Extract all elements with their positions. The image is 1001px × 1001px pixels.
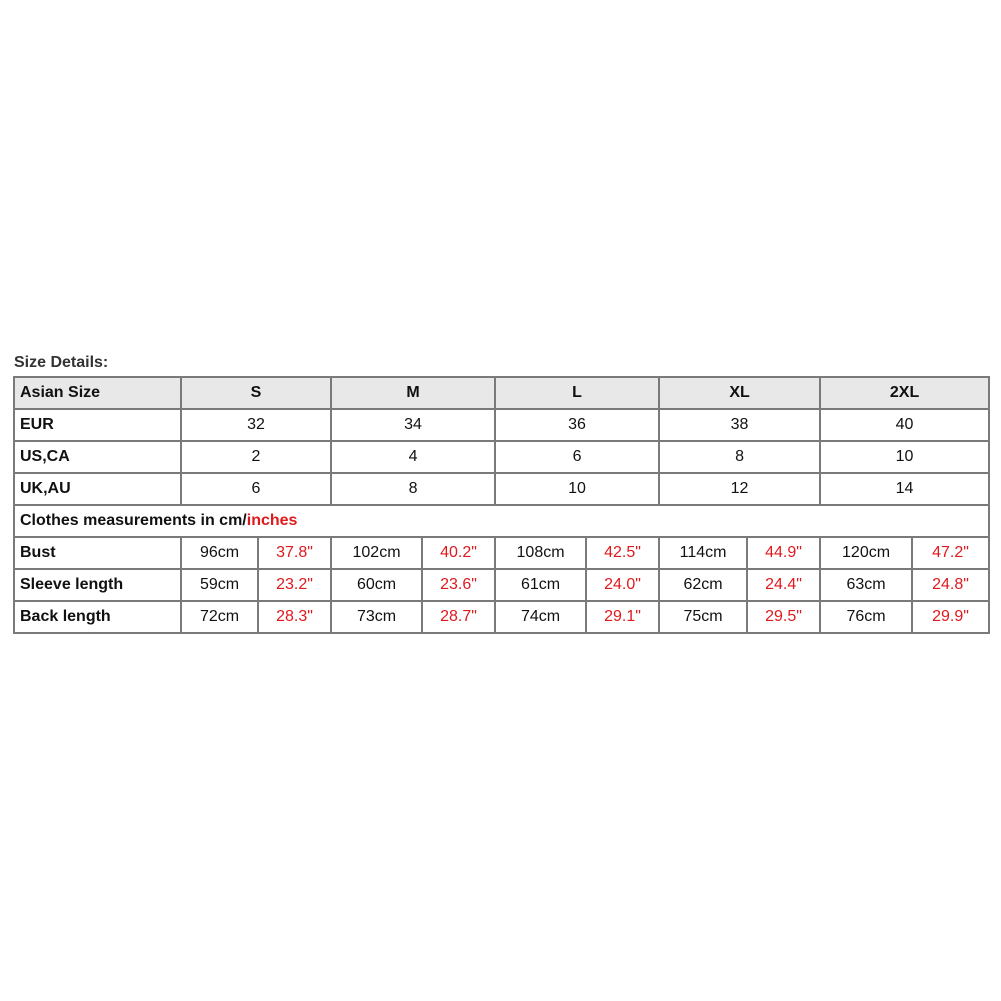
inch-cell: 24.4" — [747, 569, 820, 601]
cm-cell: 61cm — [495, 569, 586, 601]
inch-cell: 29.9" — [912, 601, 989, 633]
sleeve-length-row — [14, 569, 989, 601]
table-cell: 14 — [820, 473, 989, 505]
inch-cell: 23.6" — [422, 569, 495, 601]
table-cell: 8 — [659, 441, 820, 473]
eur-row — [14, 409, 989, 441]
table-cell: 4 — [331, 441, 495, 473]
inch-cell: 37.8" — [258, 537, 331, 569]
us-ca-row — [14, 441, 989, 473]
inch-cell: 24.0" — [586, 569, 659, 601]
table-cell: 10 — [495, 473, 659, 505]
size-header-l: L — [495, 377, 659, 409]
inch-cell: 23.2" — [258, 569, 331, 601]
table-cell: 2 — [181, 441, 331, 473]
measurements-heading — [14, 505, 989, 537]
cm-cell: 59cm — [181, 569, 258, 601]
table-cell: 6 — [495, 441, 659, 473]
size-header-row — [14, 377, 989, 409]
table-cell: 34 — [331, 409, 495, 441]
uk-au-row — [14, 473, 989, 505]
cm-cell: 114cm — [659, 537, 747, 569]
measurements-section-row — [14, 505, 989, 537]
table-cell: 10 — [820, 441, 989, 473]
inch-cell: 29.5" — [747, 601, 820, 633]
table-cell: 12 — [659, 473, 820, 505]
cm-cell: 75cm — [659, 601, 747, 633]
table-cell: 36 — [495, 409, 659, 441]
inch-cell: 40.2" — [422, 537, 495, 569]
size-header-2xl: 2XL — [820, 377, 989, 409]
size-chart-table — [13, 376, 990, 634]
cm-cell: 63cm — [820, 569, 912, 601]
row-label: Sleeve length — [14, 569, 181, 601]
row-label: Back length — [14, 601, 181, 633]
header-label: Asian Size — [14, 377, 181, 409]
inch-cell: 28.3" — [258, 601, 331, 633]
cm-cell: 60cm — [331, 569, 422, 601]
inch-cell: 29.1" — [586, 601, 659, 633]
size-header-s: S — [181, 377, 331, 409]
inch-cell: 47.2" — [912, 537, 989, 569]
bust-row — [14, 537, 989, 569]
row-label: UK,AU — [14, 473, 181, 505]
table-cell: 6 — [181, 473, 331, 505]
table-cell: 40 — [820, 409, 989, 441]
table-cell: 38 — [659, 409, 820, 441]
inch-cell: 24.8" — [912, 569, 989, 601]
inch-cell: 28.7" — [422, 601, 495, 633]
cm-cell: 120cm — [820, 537, 912, 569]
size-header-m: M — [331, 377, 495, 409]
page-title: Size Details: — [14, 354, 109, 371]
cm-cell: 74cm — [495, 601, 586, 633]
table-cell: 8 — [331, 473, 495, 505]
cm-cell: 72cm — [181, 601, 258, 633]
row-label: Bust — [14, 537, 181, 569]
size-header-xl: XL — [659, 377, 820, 409]
inch-cell: 42.5" — [586, 537, 659, 569]
row-label: US,CA — [14, 441, 181, 473]
cm-cell: 108cm — [495, 537, 586, 569]
table-cell: 32 — [181, 409, 331, 441]
measurements-heading-accent: inches — [246, 512, 298, 529]
inch-cell: 44.9" — [747, 537, 820, 569]
cm-cell: 62cm — [659, 569, 747, 601]
measurements-heading-prefix: Clothes measurements in cm/ — [20, 512, 247, 529]
back-length-row — [14, 601, 989, 633]
cm-cell: 73cm — [331, 601, 422, 633]
cm-cell: 102cm — [331, 537, 422, 569]
row-label: EUR — [14, 409, 181, 441]
cm-cell: 96cm — [181, 537, 258, 569]
cm-cell: 76cm — [820, 601, 912, 633]
